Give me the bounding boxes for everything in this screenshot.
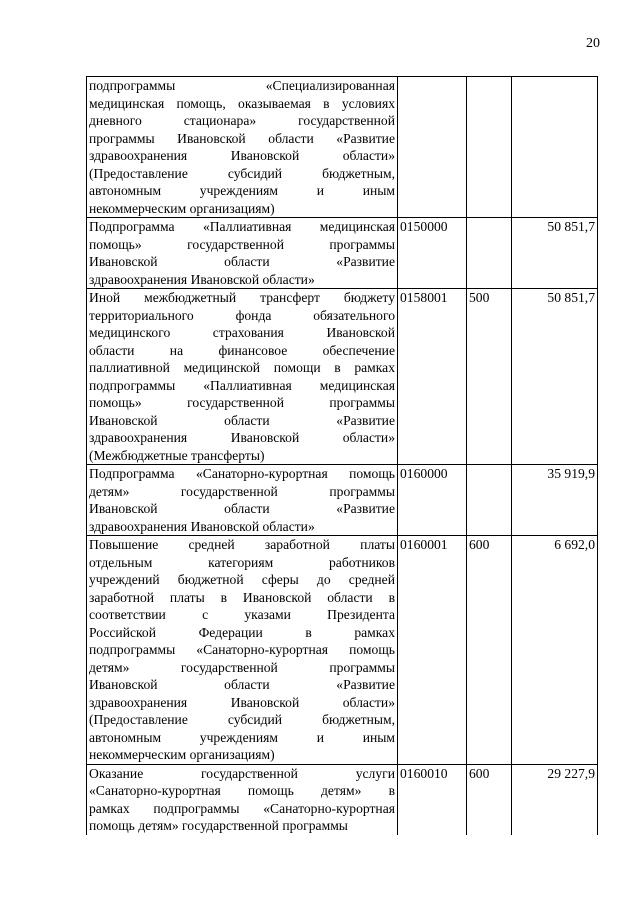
row-amount: 6 692,0: [512, 536, 598, 765]
row-target-code: [398, 77, 467, 218]
description-line: Оказание государственной услуги: [89, 765, 395, 781]
row-description: [87, 764, 398, 835]
description-line: автономным учреждениям и иным: [89, 183, 395, 198]
description-line: дневного стационара» государственной: [89, 113, 395, 128]
description-line: Ивановской области «Развитие: [89, 254, 395, 269]
description-line: помощь» государственной программы: [89, 236, 395, 252]
row-target-code: 0150000: [398, 218, 467, 289]
row-expense-type: 500: [467, 289, 512, 465]
description-line: здравоохранения Ивановской области»: [89, 430, 395, 445]
table-row: [87, 764, 598, 835]
description-line: некоммерческим организациям): [89, 747, 275, 762]
description-line: учреждений бюджетной сферы до средней: [89, 572, 395, 587]
description-line: «Санаторно-курортная помощь детям» в: [89, 783, 395, 798]
row-description: [87, 289, 398, 465]
description-line: Ивановской области «Развитие: [89, 501, 395, 516]
row-amount: 50 851,7: [512, 289, 598, 465]
description-line: подпрограммы «Санаторно-курортная помощь: [89, 642, 395, 657]
row-target-code: 0160010: [398, 764, 467, 835]
budget-table: [86, 76, 598, 835]
description-line: медицинского страхования Ивановской: [89, 325, 395, 340]
description-line: Ивановской области «Развитие: [89, 412, 395, 428]
description-line: области на финансовое обеспечение: [89, 342, 395, 358]
row-amount: [512, 77, 598, 218]
row-expense-type: 600: [467, 764, 512, 835]
row-expense-type: [467, 465, 512, 536]
table-row: [87, 289, 598, 465]
description-line: (Предоставление субсидий бюджетным,: [89, 165, 395, 181]
row-expense-type: [467, 218, 512, 289]
description-line: Подпрограмма «Паллиативная медицинская: [89, 219, 395, 234]
description-line: Иной межбюджетный трансферт бюджету: [89, 290, 395, 305]
row-target-code: 0160001: [398, 536, 467, 765]
description-line: некоммерческим организациям): [89, 200, 275, 216]
description-line: помощь детям» государственной программы: [89, 818, 348, 833]
row-description: [87, 465, 398, 536]
description-line: детям» государственной программы: [89, 659, 395, 675]
description-line: отдельным категориям работников: [89, 554, 395, 570]
description-line: здравоохранения Ивановской области»: [89, 148, 395, 163]
description-line: (Предоставление субсидий бюджетным,: [89, 712, 395, 727]
description-line: (Межбюджетные трансферты): [89, 447, 265, 463]
table-row: [87, 465, 598, 536]
description-line: здравоохранения Ивановской области»: [89, 694, 395, 710]
description-line: здравоохранения Ивановской области»: [89, 271, 315, 287]
row-amount: 29 227,9: [512, 764, 598, 835]
row-target-code: 0158001: [398, 289, 467, 465]
table-row: [87, 77, 598, 218]
description-line: детям» государственной программы: [89, 483, 395, 499]
description-line: рамках подпрограммы «Санаторно-курортная: [89, 800, 395, 816]
table-row: [87, 536, 598, 765]
row-amount: 50 851,7: [512, 218, 598, 289]
description-line: подпрограммы «Специализированная: [89, 78, 395, 93]
page-number: 20: [586, 36, 600, 51]
description-line: соответствии с указами Президента: [89, 607, 395, 622]
description-line: Ивановской области «Развитие: [89, 677, 395, 692]
row-expense-type: 600: [467, 536, 512, 765]
table-row: [87, 218, 598, 289]
description-line: Подпрограмма «Санаторно-курортная помощь: [89, 466, 395, 481]
budget-table-body: [87, 77, 598, 835]
description-line: паллиативной медицинской помощи в рамках: [89, 360, 395, 375]
description-line: здравоохранения Ивановской области»: [89, 518, 315, 534]
row-target-code: 0160000: [398, 465, 467, 536]
description-line: медицинская помощь, оказываемая в условиях: [89, 95, 395, 111]
row-description: [87, 77, 398, 218]
description-line: заработной платы в Ивановской области в: [89, 589, 395, 605]
description-line: Повышение средней заработной платы: [89, 537, 395, 552]
row-description: [87, 536, 398, 765]
description-line: автономным учреждениям и иным: [89, 729, 395, 745]
row-expense-type: [467, 77, 512, 218]
row-amount: 35 919,9: [512, 465, 598, 536]
description-line: Российской Федерации в рамках: [89, 624, 395, 640]
description-line: помощь» государственной программы: [89, 395, 395, 410]
description-line: территориального фонда обязательного: [89, 307, 395, 323]
row-description: [87, 218, 398, 289]
description-line: подпрограммы «Паллиативная медицинская: [89, 377, 395, 393]
description-line: программы Ивановской области «Развитие: [89, 130, 395, 146]
